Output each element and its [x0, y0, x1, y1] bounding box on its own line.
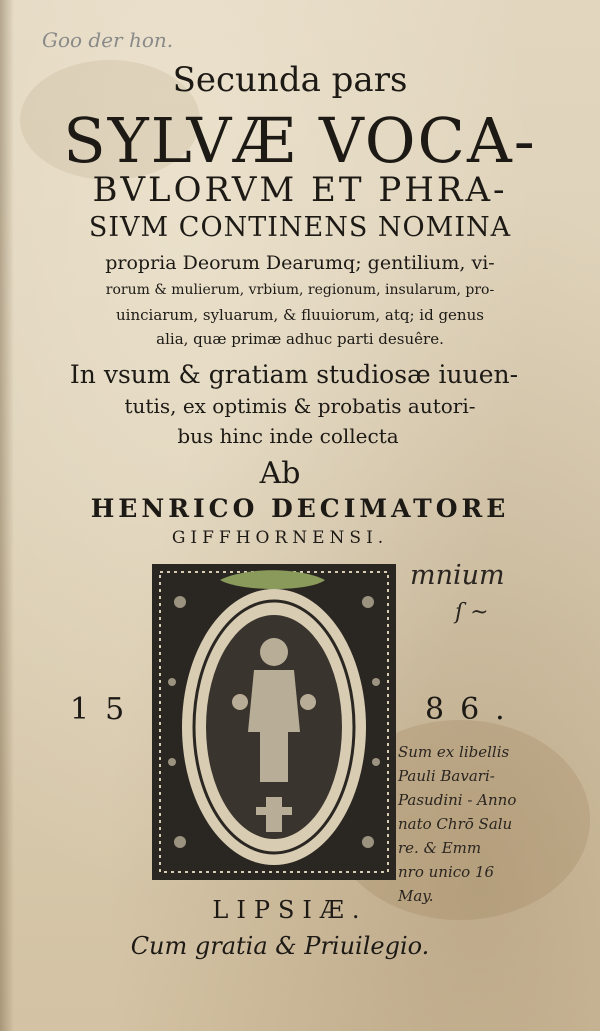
ownership-line: re. & Emm [398, 839, 482, 857]
ownership-line: nato Chrō Salu [398, 815, 513, 833]
place-of-publication: LIPSIÆ. [212, 896, 368, 924]
subtitle-line-3: uinciarum, syluarum, & fluuiorum, atq; id genus [116, 306, 484, 324]
purpose-line-2: tutis, ex optimis & probatis autori- [124, 394, 476, 418]
main-title-line-1: SYLVÆ VOCA- [63, 104, 537, 177]
subtitle-line-4: alia, quæ primæ adhuc parti desuêre. [156, 330, 444, 348]
handwritten-margin-note: mnium [410, 560, 505, 591]
author-origin: GIFFHORNENSI. [171, 528, 389, 548]
handwritten-squiggle: ſ ~ [455, 600, 489, 625]
ownership-line: Pauli Bavari- [398, 767, 495, 785]
purpose-line-3: bus hinc inde collecta [177, 424, 399, 448]
main-title-line-2: BVLORVM ET PHRA- [92, 170, 508, 210]
ownership-line: Sum ex libellis [398, 743, 510, 761]
author-name: HENRICO DECIMATORE [90, 494, 510, 523]
handwritten-top-note: Goo der hon. [42, 28, 174, 52]
year-left: 15 [70, 692, 141, 727]
year-right: 86. [425, 692, 521, 727]
main-title-line-3: SIVM CONTINENS NOMINA [88, 212, 512, 243]
privilege-line: Cum gratia & Priuilegio. [130, 932, 430, 960]
subtitle-line-2: rorum & mulierum, vrbium, regionum, insularum, pro- [105, 282, 495, 298]
ownership-line: nro unico 16 [398, 863, 495, 881]
by-word: Ab [259, 456, 301, 491]
printer-device-woodcut [150, 562, 398, 882]
page-title: Secunda pars [172, 60, 408, 100]
handwritten-ownership-inscription [398, 740, 588, 908]
ownership-line: May. [398, 887, 434, 905]
purpose-line-1: In vsum & gratiam studiosæ iuuen- [69, 360, 519, 389]
ownership-line: Pasudini - Anno [398, 791, 517, 809]
subtitle-line-1: propria Deorum Dearumq; gentilium, vi- [105, 252, 495, 274]
